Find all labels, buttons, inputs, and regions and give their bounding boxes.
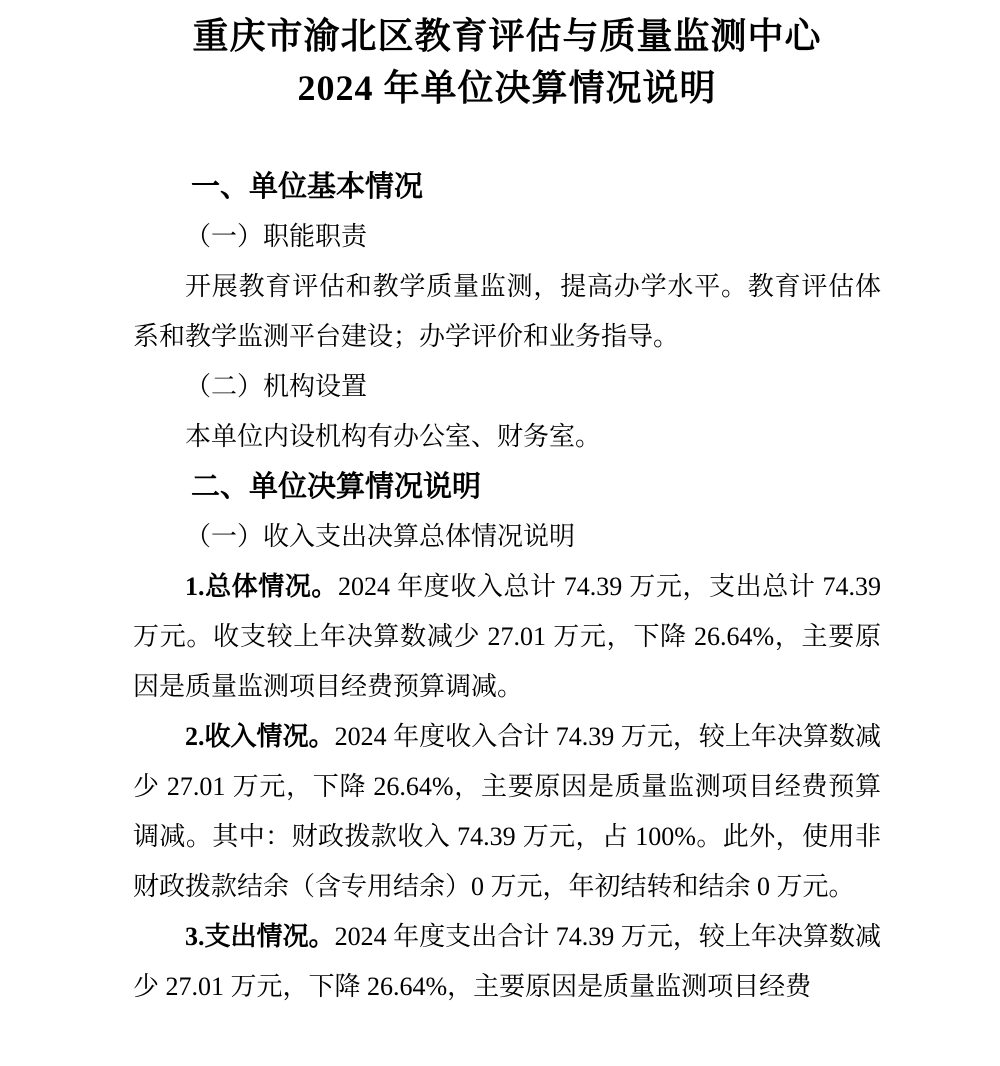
document-body — [133, 162, 881, 1012]
paragraph-income-situation-text: 2024 年度收入合计 74.39 万元，较上年决算数减少 27.01 万元，下降 26.64%，主要原因是质量监测项目经费预算调减。其中：财政拨款收入 74.39 万元，占 100%。此外，使用非财政拨款结余（含专用结余）0 万元，年初结转和结余 0 万元。 — [133, 722, 881, 901]
paragraph-duties: 开展教育评估和教学质量监测，提高办学水平。教育评估体系和教学监测平台建设；办学评价和业务指导。 — [133, 272, 881, 351]
paragraph-income-situation — [133, 712, 881, 912]
subsection-heading-organization: （二）机构设置 — [185, 372, 368, 401]
subsection-heading-duties: （一）职能职责 — [185, 222, 368, 251]
document-title-line2: 2024 年单位决算情况说明 — [297, 68, 717, 108]
section-heading-final-accounts: 二、单位决算情况说明 — [191, 471, 482, 503]
section-heading-unit-basic-info: 一、单位基本情况 — [191, 171, 424, 203]
document-title — [133, 10, 881, 114]
document-title-line1: 重庆市渝北区教育评估与质量监测中心 — [192, 16, 822, 56]
paragraph-expenditure-situation-text: 2024 年度支出合计 74.39 万元，较上年决算数减少 27.01 万元，下降 26.64%，主要原因是质量监测项目经费 — [133, 922, 881, 1001]
subsection-heading-income-expenditure-overview: （一）收入支出决算总体情况说明 — [185, 522, 576, 551]
paragraph-income-situation-lead: 2.收入情况。 — [185, 722, 335, 751]
paragraph-overall-situation-lead: 1.总体情况。 — [185, 572, 339, 601]
paragraph-expenditure-situation — [133, 912, 881, 1012]
paragraph-overall-situation — [133, 562, 881, 712]
paragraph-organization: 本单位内设机构有办公室、财务室。 — [185, 422, 602, 451]
paragraph-expenditure-situation-lead: 3.支出情况。 — [185, 922, 335, 951]
paragraph-overall-situation-text: 2024 年度收入总计 74.39 万元，支出总计 74.39 万元。收支较上年决算数减少 27.01 万元，下降 26.64%，主要原因是质量监测项目经费预算调减。 — [133, 572, 881, 701]
